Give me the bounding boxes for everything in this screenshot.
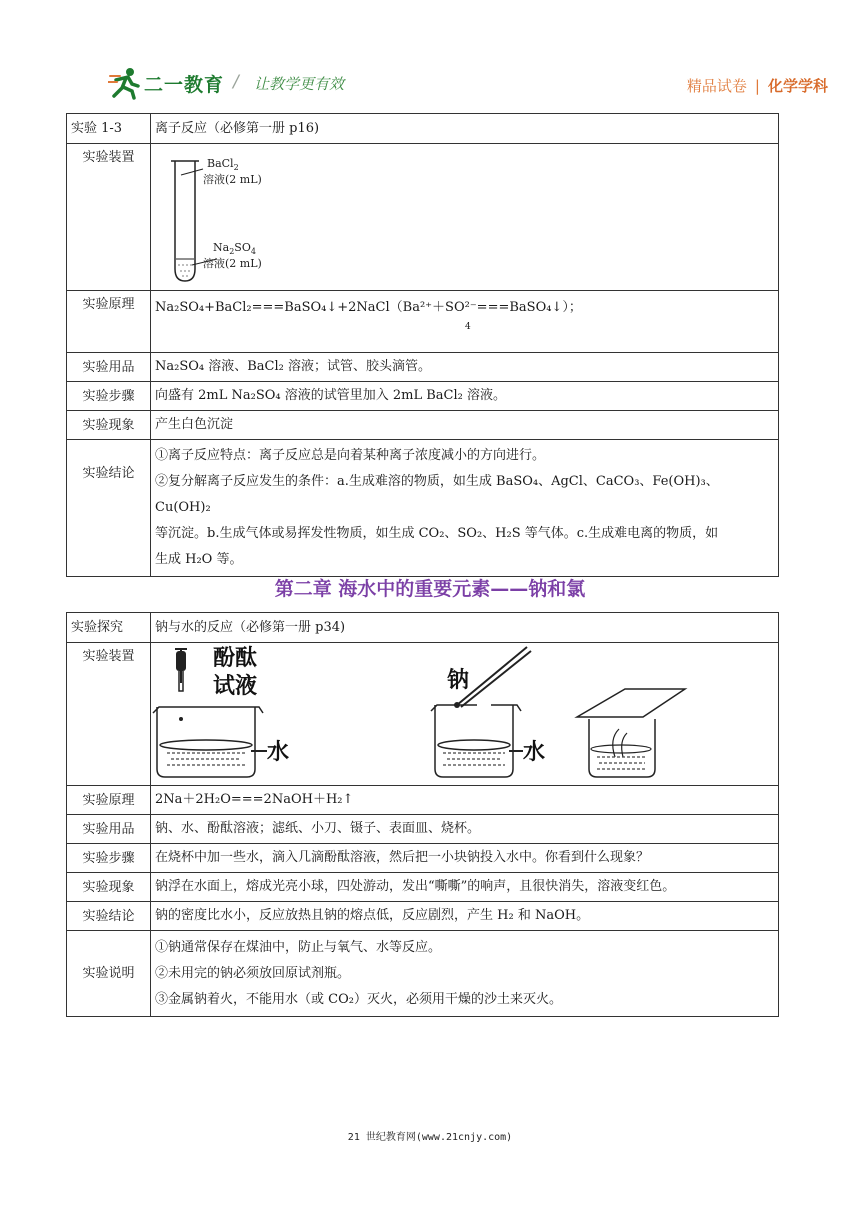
phenomenon2-value: 钠浮在水面上，熔成光亮小球，四处游动，发出“嘶嘶”的响声，且很快消失，溶液变红色。 (151, 873, 779, 902)
steps-label: 实验步骤 (67, 382, 151, 411)
na2so4-sub2: 4 (250, 247, 256, 256)
bacl2-formula: BaCl (207, 157, 234, 170)
conclusion2-value: 钠的密度比水小，反应放热且钠的熔点低，反应剧烈，产生 H₂ 和 NaOH。 (151, 902, 779, 931)
header-subject: 化学学科 (767, 77, 828, 95)
apparatus-label: 实验装置 (67, 144, 151, 291)
steps2-label: 实验步骤 (67, 844, 151, 873)
notes-line-2: ②未用完的钠必须放回原试剂瓶。 (155, 965, 351, 981)
header-paper-type: 精品试卷 (686, 77, 747, 95)
na2so4-solution-label: 溶液(2 mL) (203, 257, 262, 270)
phenomenon-value: 产生白色沉淀 (151, 411, 779, 440)
experiment-title: 离子反应（必修第一册 p16) (151, 114, 779, 144)
experiment-table-1 (66, 113, 779, 577)
table-row (67, 786, 779, 815)
conclusion-label: 实验结论 (67, 440, 151, 577)
brand-name: 二一教育 (144, 74, 225, 96)
phenolphthalein-label-1: 酚酞 (213, 646, 258, 671)
table-row (67, 114, 779, 144)
principle-equation: Na₂SO₄+BaCl₂===BaSO₄↓+2NaCl（Ba²⁺＋SO²⁻===BaSO₄↓）； (155, 300, 582, 315)
materials2-value: 钠、水、酚酞溶液；滤纸、小刀、镊子、表面皿、烧杯。 (151, 815, 779, 844)
materials2-label: 实验用品 (67, 815, 151, 844)
principle-cell (151, 291, 779, 353)
phenomenon2-label: 实验现象 (67, 873, 151, 902)
page-header (0, 0, 860, 112)
header-right (687, 75, 828, 96)
conclusion-line-3: 等沉淀。b.生成气体或易挥发性物质，如生成 CO₂、SO₂、H₂S 等气体。c.生成难电离的物质，如 (155, 526, 719, 541)
table-row (67, 931, 779, 1017)
conclusion-cell (151, 440, 779, 577)
bacl2-solution-label: 溶液(2 mL) (203, 173, 262, 186)
table-row (67, 144, 779, 291)
svg-text:Na2SO4 (213, 241, 256, 256)
table-row (67, 440, 779, 577)
header-separator: | (754, 77, 760, 95)
header-slash: / (233, 72, 239, 92)
conclusion-line-1: ①离子反应特点：离子反应总是向着某种离子浓度减小的方向进行。 (155, 448, 546, 463)
notes-label: 实验说明 (67, 931, 151, 1017)
table-row (67, 613, 779, 643)
runner-logo-icon (108, 66, 142, 100)
test-tube-diagram (159, 147, 359, 287)
conclusion-line-4: 生成 H₂O 等。 (155, 552, 243, 567)
table-row (67, 902, 779, 931)
notes-cell (151, 931, 779, 1017)
phenomenon-label: 实验现象 (67, 411, 151, 440)
experiment2-title: 钠与水的反应（必修第一册 p34) (151, 613, 779, 643)
apparatus-figure-cell (151, 144, 779, 291)
notes-line-3: ③金属钠着火，不能用水（或 CO₂）灭火，必须用干燥的沙土来灭火。 (155, 991, 562, 1007)
conclusion2-label: 实验结论 (67, 902, 151, 931)
steps2-value: 在烧杯中加一些水，滴入几滴酚酞溶液，然后把一小块钠投入水中。你看到什么现象？ (151, 844, 779, 873)
table-row (67, 353, 779, 382)
steps-value: 向盛有 2mL Na₂SO₄ 溶液的试管里加入 2mL BaCl₂ 溶液。 (151, 382, 779, 411)
materials-label: 实验用品 (67, 353, 151, 382)
na2so4-sub1: 2 (229, 247, 235, 256)
brand-slogan: 让教学更有效 (254, 75, 345, 93)
apparatus2-figure-cell (151, 643, 779, 786)
chapter-title: 第二章 海水中的重要元素——钠和氯 (274, 578, 586, 600)
table-row (67, 844, 779, 873)
notes-line-1: ①钠通常保存在煤油中，防止与氧气、水等反应。 (155, 939, 442, 955)
table-row (67, 873, 779, 902)
svg-text:BaCl2 (207, 157, 239, 172)
bacl2-sub: 2 (233, 163, 239, 172)
principle-sub: 4 (465, 322, 471, 332)
water-label-1: 水 (267, 740, 290, 765)
principle-label: 实验原理 (67, 291, 151, 353)
table-row (67, 382, 779, 411)
principle2-label: 实验原理 (67, 786, 151, 815)
experiment2-id-label: 实验探究 (67, 613, 151, 643)
table-row (67, 815, 779, 844)
na2so4-formula-na: Na (213, 241, 230, 254)
water-label-2: 水 (523, 740, 546, 765)
table-row (67, 411, 779, 440)
conclusion-line-2: ②复分解离子反应发生的条件：a.生成难溶的物质，如生成 BaSO₄、AgCl、CaCO₃、Fe(OH)₃、Cu(OH)₂ (155, 474, 719, 515)
principle2-equation: 2Na＋2H₂O===2NaOH＋H₂↑ (151, 786, 779, 815)
apparatus2-label: 实验装置 (67, 643, 151, 786)
materials-value: Na₂SO₄ 溶液、BaCl₂ 溶液；试管、胶头滴管。 (151, 353, 779, 382)
sodium-water-diagram (151, 643, 781, 785)
experiment-table-2 (66, 612, 779, 1017)
page-footer: 21 世纪教育网(www.21cnjy.com) (347, 1132, 513, 1143)
sodium-label: 钠 (447, 668, 470, 693)
na2so4-formula-so: SO (234, 241, 251, 254)
experiment-id-label: 实验 1-3 (67, 114, 151, 144)
table-row (67, 643, 779, 786)
phenolphthalein-label-2: 试液 (213, 674, 258, 699)
table-row (67, 291, 779, 353)
